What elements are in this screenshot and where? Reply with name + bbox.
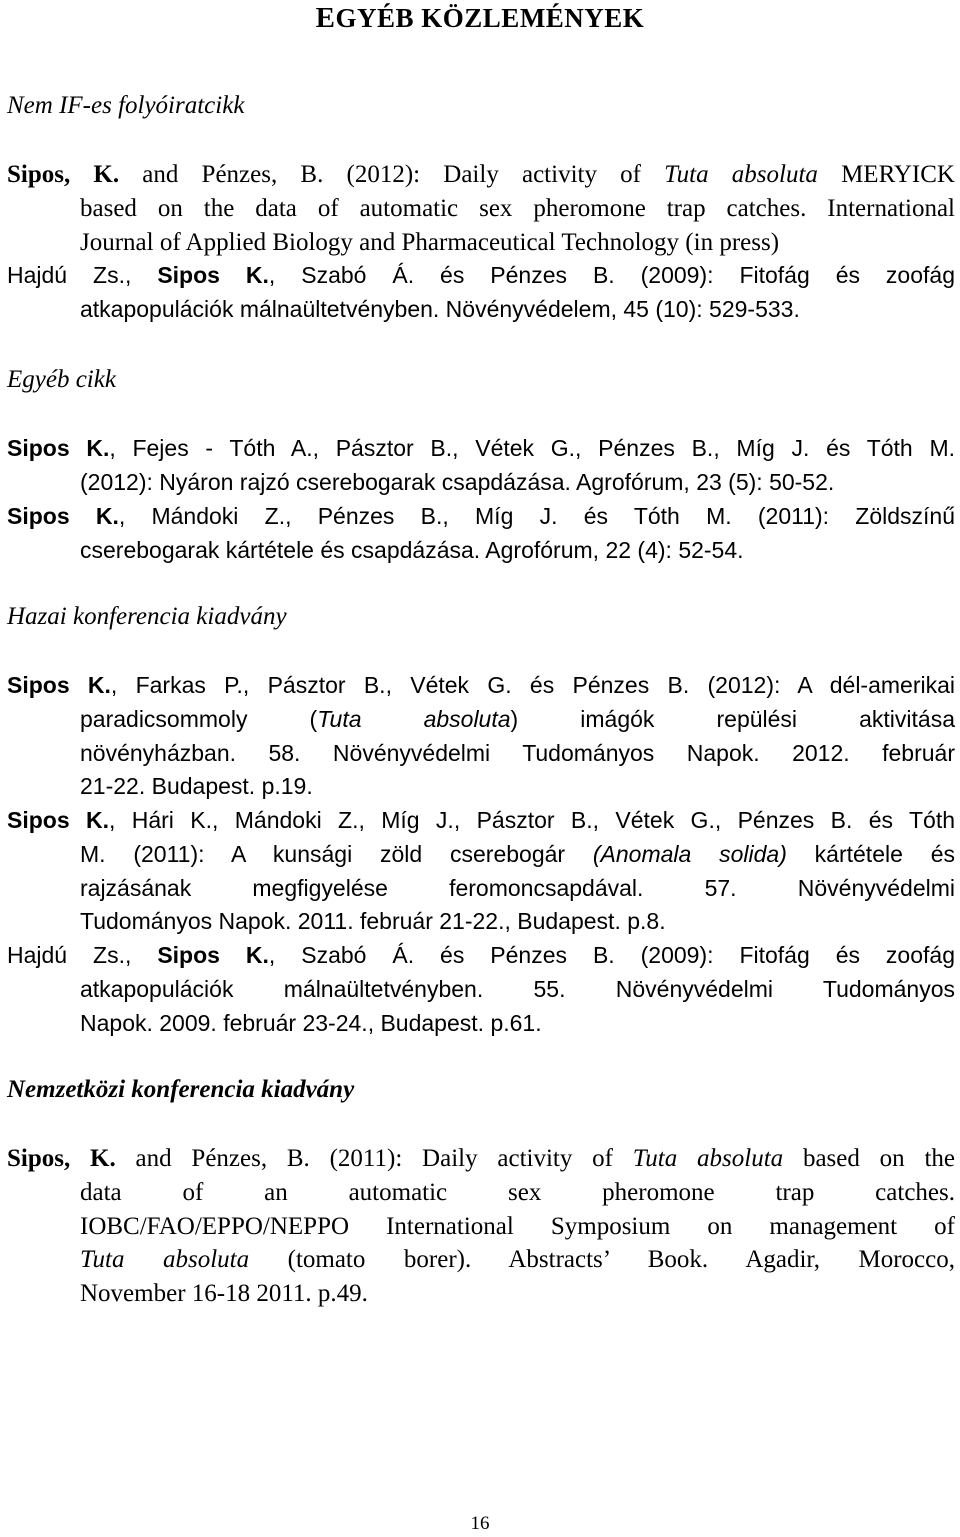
- section-heading-egyeb-cikk: Egyéb cikk: [7, 366, 116, 393]
- reference-line: IOBC/FAO/EPPO/NEPPO International Symposium on management of: [80, 1212, 955, 1240]
- reference-line: based on the data of automatic sex pheromone trap catches. International: [80, 194, 955, 222]
- reference-entry: [7, 669, 955, 804]
- reference-line: atkapopulációk málnaültetvényben. Növényvédelem, 45 (10): 529-533.: [80, 295, 800, 322]
- reference-entry: [7, 158, 955, 259]
- reference-entry: [7, 1142, 955, 1311]
- reference-text: and Pénzes, B. (2012): Daily activity of: [119, 161, 665, 188]
- reference-line: Tudományos Napok. 2011. február 21-22., Budapest. p.8.: [80, 908, 666, 935]
- page-number: 16: [470, 1513, 490, 1534]
- title-initial: E: [315, 2, 336, 34]
- reference-entry: [7, 259, 955, 327]
- reference-line: [7, 939, 955, 973]
- page-title: [0, 2, 960, 35]
- reference-line: [7, 838, 955, 872]
- reference-text: and Pénzes, B. (2011): Daily activity of: [115, 1145, 633, 1172]
- reference-text: , Szabó Á. és Pénzes B. (2009): Fitofág és zoofág: [268, 942, 955, 968]
- reference-line: rajzásának megfigyelése feromoncsapdával. 57. Növényvédelmi: [80, 874, 955, 901]
- reference-text: (tomato borer). Abstracts’ Book. Agadir, Morocco,: [249, 1246, 955, 1274]
- author-highlight: Sipos K.: [7, 503, 119, 529]
- reference-line: [7, 500, 955, 534]
- reference-text: , Hári K., Mándoki Z., Míg J., Pásztor B., Vétek G., Pénzes B. és Tóth: [108, 807, 955, 833]
- reference-line: cserebogarak kártétele és csapdázása. Agrofórum, 22 (4): 52-54.: [80, 536, 744, 563]
- reference-text: , Szabó Á. és Pénzes B. (2009): Fitofág és zoofág: [268, 262, 955, 288]
- reference-text: , Mándoki Z., Pénzes B., Míg J. és Tóth M. (2011): Zöldszínű: [118, 503, 955, 529]
- species-name: Tuta absoluta: [664, 161, 818, 188]
- reference-text: Hajdú Zs.,: [7, 262, 158, 288]
- reference-text: M. (2011): A kunsági zöld cserebogár: [80, 840, 593, 867]
- reference-entry: [7, 500, 955, 568]
- reference-line: [7, 703, 955, 737]
- author-highlight: Sipos K.: [7, 807, 109, 833]
- reference-entry: [7, 804, 955, 939]
- reference-line: November 16-18 2011. p.49.: [80, 1280, 368, 1308]
- reference-text: , Fejes - Tóth A., Pásztor B., Vétek G., Pénzes B., Míg J. és Tóth M.: [109, 435, 955, 461]
- reference-line: növényházban. 58. Növényvédelmi Tudományos Napok. 2012. február: [80, 739, 955, 766]
- reference-text: kártétele és: [786, 840, 955, 867]
- reference-line: Napok. 2009. február 23-24., Budapest. p.61.: [80, 1009, 542, 1036]
- reference-line: data of an automatic sex pheromone trap catches.: [80, 1178, 955, 1206]
- author-highlight: Sipos K.: [7, 672, 111, 698]
- reference-text: Hajdú Zs.,: [7, 942, 158, 968]
- reference-entry: [7, 939, 955, 1040]
- author-highlight: Sipos, K.: [7, 1145, 116, 1172]
- title-rest: GYÉB KÖZLEMÉNYEK: [335, 3, 645, 33]
- section-heading-hazai: Hazai konferencia kiadvány: [7, 603, 287, 630]
- section-heading-nem-if: Nem IF-es folyóiratcikk: [7, 92, 245, 119]
- author-highlight: Sipos K.: [7, 435, 110, 461]
- author-highlight: Sipos K.: [157, 262, 269, 288]
- reference-text: , Farkas P., Pásztor B., Vétek G. és Pénzes B. (2012): A dél-amerikai: [110, 672, 955, 698]
- reference-line: 21-22. Budapest. p.19.: [80, 773, 313, 800]
- reference-line: atkapopulációk málnaültetvényben. 55. Növényvédelmi Tudományos: [80, 975, 955, 1002]
- reference-line: (2012): Nyáron rajzó cserebogarak csapdázása. Agrofórum, 23 (5): 50-52.: [80, 468, 835, 495]
- section-heading-nemzetkozi: Nemzetközi konferencia kiadvány: [7, 1076, 355, 1103]
- species-name: Tuta absoluta: [317, 705, 511, 732]
- species-name: Tuta absoluta: [632, 1145, 784, 1172]
- author-highlight: Sipos, K.: [7, 161, 120, 188]
- reference-line: [7, 1142, 955, 1176]
- reference-text: ) imágók repülési aktivitása: [510, 705, 955, 732]
- reference-text: paradicsommoly (: [80, 705, 318, 732]
- reference-text: MERYICK: [817, 161, 955, 188]
- reference-line: [7, 158, 955, 192]
- reference-entry: [7, 432, 955, 500]
- reference-line: [7, 432, 955, 466]
- reference-line: Journal of Applied Biology and Pharmaceutical Technology (in press): [80, 228, 780, 256]
- reference-text: based on the: [783, 1145, 955, 1172]
- author-highlight: Sipos K.: [157, 942, 269, 968]
- species-name: (Anomala solida): [592, 840, 787, 867]
- reference-line: [7, 804, 955, 838]
- reference-line: [7, 669, 955, 703]
- reference-line: [7, 1243, 955, 1277]
- species-name: Tuta absoluta: [80, 1246, 250, 1274]
- reference-line: [7, 259, 955, 293]
